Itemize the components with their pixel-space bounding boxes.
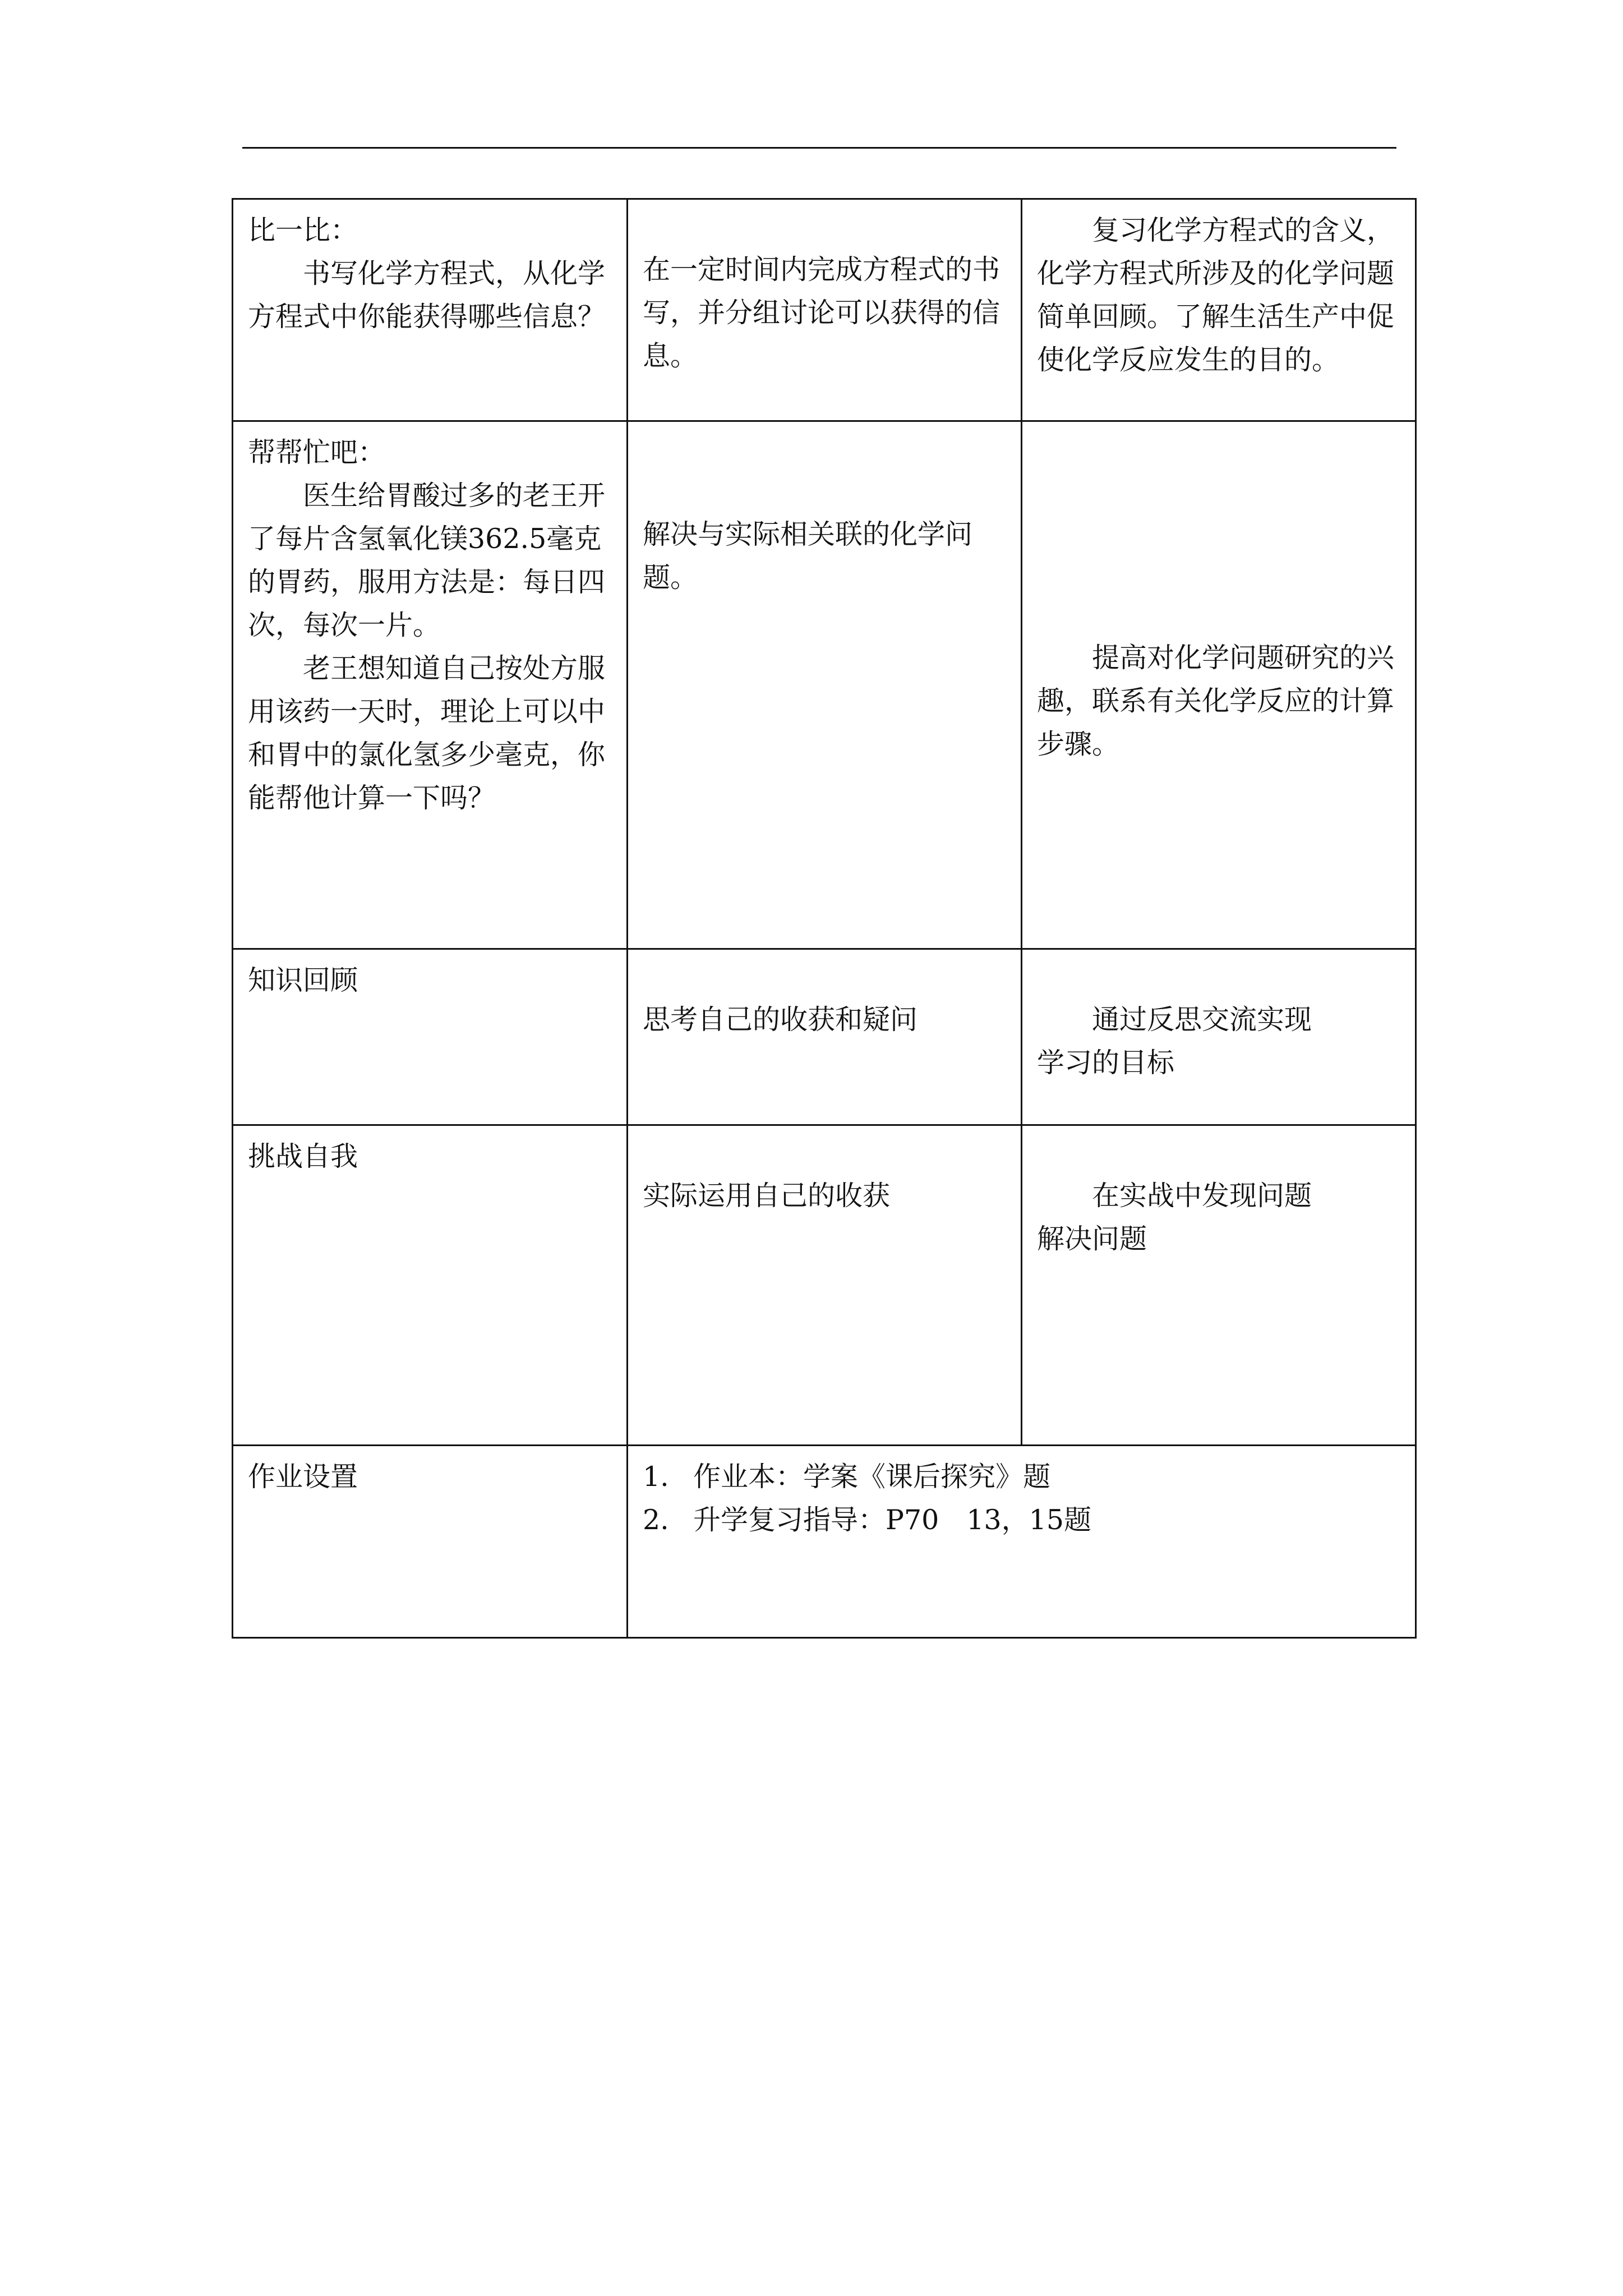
student-activity-text: 实际运用自己的收获	[643, 1180, 891, 1212]
homework-item	[643, 1498, 1400, 1542]
homework-text: 作业本：学案《课后探究》题	[693, 1461, 1051, 1493]
student-activity-cell	[628, 1125, 1022, 1446]
student-activity-text: 思考自己的收获和疑问	[643, 1004, 918, 1036]
design-intent-cell	[1022, 199, 1416, 421]
student-activity-cell	[628, 421, 1022, 949]
activity-title: 帮帮忙吧：	[248, 436, 386, 468]
design-intent-text: 在实战中发现问题	[1092, 1180, 1312, 1212]
homework-cell	[628, 1446, 1416, 1638]
design-intent-text: 通过反思交流实现	[1092, 1004, 1312, 1036]
table-row	[233, 1446, 1416, 1638]
homework-number: 2.	[643, 1504, 669, 1536]
activity-cell	[233, 421, 628, 949]
design-intent-cell	[1022, 1125, 1416, 1446]
table-row	[233, 1125, 1416, 1446]
activity-cell	[233, 949, 628, 1125]
homework-number: 1.	[643, 1461, 669, 1493]
activity-cell	[233, 1446, 628, 1638]
student-activity-text: 在一定时间内完成方程式的书写，并分组讨论可以获得的信息。	[643, 254, 1000, 372]
design-intent-text: 学习的目标	[1037, 1047, 1175, 1079]
student-activity-cell	[628, 949, 1022, 1125]
student-activity-cell	[628, 199, 1022, 421]
activity-title: 作业设置	[248, 1461, 358, 1493]
design-intent-text: 提高对化学问题研究的兴趣，联系有关化学反应的计算步骤。	[1037, 642, 1395, 760]
activity-cell	[233, 199, 628, 421]
lesson-plan-table	[232, 198, 1417, 1639]
homework-item	[643, 1455, 1400, 1498]
activity-title: 比一比：	[248, 214, 358, 246]
activity-title: 知识回顾	[248, 964, 358, 996]
table-row	[233, 199, 1416, 421]
table-row	[233, 949, 1416, 1125]
activity-text: 书写化学方程式，从化学方程式中你能获得哪些信息？	[248, 257, 606, 333]
activity-text: 老王想知道自己按处方服用该药一天时，理论上可以中和胃中的氯化氢多少毫克，你能帮他计算一下吗？	[248, 652, 606, 814]
design-intent-text: 复习化学方程式的含义，化学方程式所涉及的化学问题简单回顾。了解生活生产中促使化学反应发生的目的。	[1037, 214, 1395, 376]
table-row	[233, 421, 1416, 949]
design-intent-text: 解决问题	[1037, 1223, 1147, 1255]
activity-title: 挑战自我	[248, 1140, 358, 1172]
header-rule	[242, 147, 1396, 149]
activity-text: 医生给胃酸过多的老王开了每片含氢氧化镁362.5毫克的胃药，服用方法是：每日四次，每次一片。	[248, 480, 606, 641]
homework-text: 升学复习指导：P70 13，15题	[693, 1504, 1092, 1536]
student-activity-text: 解决与实际相关联的化学问题。	[643, 518, 973, 593]
design-intent-cell	[1022, 421, 1416, 949]
activity-cell	[233, 1125, 628, 1446]
design-intent-cell	[1022, 949, 1416, 1125]
